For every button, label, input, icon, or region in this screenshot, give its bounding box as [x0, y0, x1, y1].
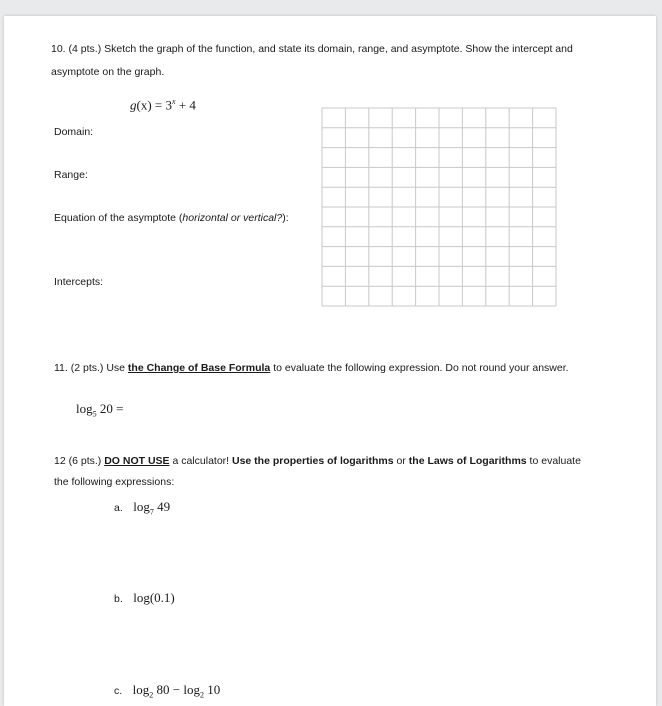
q12-prompt-line2: the following expressions: [54, 476, 175, 488]
q12-item-a: a. $\log_7 49$ [114, 499, 171, 517]
graph-grid[interactable] [321, 107, 557, 312]
asymptote-label: Equation of the asymptote (horizontal or vertical?): [54, 212, 289, 224]
q10-prompt-line2: asymptote on the graph. [51, 66, 165, 78]
q11-prompt: 11. (2 pts.) Use the Change of Base Formula to evaluate the following expression. Do not round your answer. [54, 362, 569, 374]
q12-item-b: b. log(0.1) [114, 590, 175, 605]
q10-function: $g(x) = 3^x + 4$ [130, 97, 196, 113]
worksheet-page [4, 16, 656, 706]
q12-prompt-line1: 12 (6 pts.) DO NOT USE a calculator! Use the properties of logarithms or the Laws of Logarithms to evaluate [54, 455, 581, 467]
domain-label: Domain: [54, 126, 94, 138]
q10-prompt-line1: 10. (4 pts.) Sketch the graph of the function, and state its domain, range, and asymptote. Show the intercept and [51, 43, 573, 55]
graph-grid-svg [321, 107, 557, 307]
q12-item-c: c. $\log_2 80 - \log_2 10$ [114, 682, 221, 700]
q11-expression: $\log_5 20$ = [76, 401, 124, 419]
intercepts-label: Intercepts: [54, 276, 104, 288]
range-label: Range: [54, 169, 88, 181]
